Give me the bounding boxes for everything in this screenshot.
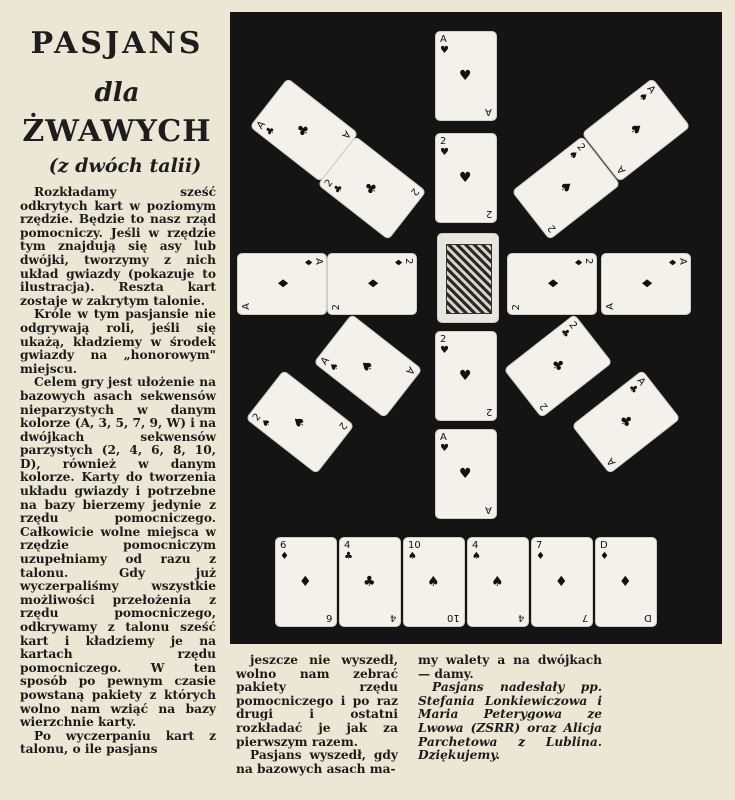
row-card [596, 538, 656, 626]
card-rank: A [605, 303, 616, 310]
card-suit: ♦ [600, 551, 609, 562]
card-suit: ♣ [625, 382, 640, 397]
row-card [468, 538, 528, 626]
card-suit: ♦ [572, 258, 583, 267]
card-suit: ♠ [259, 416, 274, 431]
card-rank: 4 [472, 540, 479, 551]
suit-pip: ♦ [364, 277, 380, 290]
paragraph: jeszcze nie wyszedł, wolno nam zebrać pakiety rzędu pomocniczego i po raz drugi i ostatni rozkładać je jak za pierwszym razem. [236, 653, 398, 749]
subtitle: (z dwóch talii) [48, 155, 202, 177]
suit-pip: ♣ [361, 178, 382, 199]
card-rank: 10 [447, 612, 460, 623]
suit-pip: ♥ [459, 368, 472, 384]
paragraph: Po wyczerpaniu kart z talonu, o ile pasjans [20, 728, 216, 757]
star-card [436, 332, 496, 420]
card-suit: ♥ [440, 147, 449, 158]
card-rank: 2 [537, 399, 551, 412]
card-rank: 2 [407, 185, 421, 198]
suit-pip: ♥ [459, 68, 472, 84]
suit-pip: ♣ [547, 355, 568, 376]
card-rank: D [600, 540, 608, 551]
card-rank: 4 [389, 612, 396, 623]
card-rank: 2 [322, 177, 336, 190]
suit-pip: ♦ [274, 277, 290, 290]
card-rank: 2 [440, 334, 447, 345]
card-rank: A [440, 432, 447, 443]
card-rank: 2 [583, 258, 594, 265]
article-column-3 [418, 654, 602, 763]
paragraph: Króle w tym pasjansie nie odgrywają roli, jeśli się ukażą, kładziemy w środek gwiazdy na „honorowym" miejscu. [20, 307, 216, 376]
row-card [276, 538, 336, 626]
suit-pip: ♦ [555, 574, 568, 590]
suit-pip: ♥ [459, 170, 472, 186]
card-rank: A [254, 119, 268, 132]
star-card [508, 254, 596, 314]
card-suit: ♠ [327, 360, 342, 375]
card-rank: A [605, 455, 619, 468]
card-layout-photo [230, 12, 722, 644]
card-rank: 4 [344, 540, 351, 551]
star-card [315, 315, 421, 416]
row-card [532, 538, 592, 626]
suit-pip: ♠ [555, 177, 576, 198]
star-card [436, 134, 496, 222]
star-card [505, 315, 611, 416]
card-suit: ♦ [666, 258, 677, 267]
card-rank: A [339, 127, 353, 141]
paragraph: Celem gry jest ułożenie na bazowych asach sekwensów nieparzystych w danym kolorze (A, 3, 5, 7, 9, W) i na dwójkach sekwensów parzystych (2, 4, 6, 8, 10, D), również w danym kolorze. Karty do tworzenia układu gwiazdy i potrzebne na bazy bierzemy jedynie z rzędu pomocniczego. Całkowicie wolne miejsca w rzędzie pomocniczym uzupełniamy od razu z talonu. Gdy już wyczerpaliśmy wszystkie możliwości przełożenia z rzędu pomocniczego, odkrywamy z talonu sześć kart i kładziemy je na kartach rzędu pomocniczego. W ten sposób po pewnym czasie powstaną pakiety z których wolno nam wziąć na bazy wierzchnie karty. [20, 375, 216, 730]
star-card [436, 32, 496, 120]
card-rank: 2 [485, 406, 492, 417]
suit-pip: ♦ [638, 277, 654, 290]
card-rank: A [485, 106, 492, 117]
star-card [247, 371, 353, 472]
star-card [328, 254, 416, 314]
card-rank: A [615, 163, 629, 176]
card-suit: ♠ [408, 551, 417, 562]
card-suit: ♠ [472, 551, 481, 562]
court-face [446, 244, 492, 314]
suit-pip: ♦ [299, 574, 312, 590]
row-card [340, 538, 400, 626]
title-dla: dla [94, 78, 140, 108]
card-rank: 2 [545, 221, 559, 234]
card-rank: 2 [485, 208, 492, 219]
star-card [573, 371, 679, 472]
suit-pip: ♥ [459, 466, 472, 482]
suit-pip: ♠ [357, 356, 378, 377]
card-rank: A [644, 83, 658, 96]
card-suit: ♠ [635, 90, 650, 105]
card-suit: ♦ [392, 258, 403, 267]
card-rank: 2 [403, 258, 414, 265]
card-rank: D [644, 612, 652, 623]
card-rank: A [634, 375, 648, 388]
paragraph: my walety a na dwójkach — damy. [418, 653, 602, 681]
card-rank: 4 [517, 612, 524, 623]
card-rank: 2 [566, 319, 580, 332]
suit-pip: ♣ [615, 411, 636, 432]
card-suit: ♦ [280, 551, 289, 562]
card-rank: 2 [250, 411, 264, 424]
card-rank: A [485, 504, 492, 515]
suit-pip: ♠ [625, 119, 646, 140]
card-rank: 6 [325, 612, 332, 623]
suit-pip: ♠ [427, 574, 440, 590]
card-rank: 7 [581, 612, 588, 623]
king-card [438, 234, 498, 322]
card-suit: ♣ [557, 326, 572, 341]
row-card [404, 538, 464, 626]
card-rank: 2 [511, 303, 522, 310]
title-pasjans: PASJANS [30, 26, 204, 61]
card-rank: A [403, 363, 417, 377]
paragraph: Pasjans wyszedł, gdy na bazowych asach ma- [236, 748, 398, 776]
card-suit: ♣ [344, 551, 353, 562]
card-rank: A [241, 303, 252, 310]
card-rank: 2 [440, 136, 447, 147]
card-rank: A [318, 355, 332, 368]
article-column-2 [236, 654, 398, 776]
credit-note: Pasjans nadesłały pp. Stefania Lonkiewiczowa i Maria Peterygowa ze Lwowa (ZSRR) oraz Alicja Parchetowa z Lublina. Dziękujemy. [418, 680, 602, 763]
star-card [238, 254, 326, 314]
card-suit: ♥ [440, 45, 449, 56]
suit-pip: ♠ [289, 412, 310, 433]
card-rank: 2 [331, 303, 342, 310]
card-rank: A [440, 34, 447, 45]
star-card [436, 430, 496, 518]
card-rank: 2 [335, 419, 349, 432]
card-suit: ♥ [440, 443, 449, 454]
card-suit: ♥ [440, 345, 449, 356]
card-rank: 6 [280, 540, 287, 551]
card-suit: ♦ [536, 551, 545, 562]
star-card [602, 254, 690, 314]
card-suit: ♣ [331, 182, 346, 197]
card-rank: A [313, 258, 324, 265]
paragraph: Rozkładamy sześć odkrytych kart w poziomym rzędzie. Będzie to nasz rząd pomocniczy. Jeśli w rzędzie tym znajdują się asy lub dwójki, tworzymy z nich układ gwiazdy (pokazuje to ilustracja). Reszta kart zostaje w zakrytym talonie. [20, 185, 216, 308]
suit-pip: ♠ [491, 574, 504, 590]
card-rank: 2 [574, 141, 588, 154]
title-zwawych: ŻWAWYCH [22, 114, 212, 149]
suit-pip: ♣ [363, 574, 376, 590]
suit-pip: ♦ [544, 277, 560, 290]
card-suit: ♠ [565, 148, 580, 163]
card-suit: ♣ [263, 124, 278, 139]
card-rank: A [677, 258, 688, 265]
card-rank: 7 [536, 540, 543, 551]
article-column-1 [20, 186, 216, 757]
card-suit: ♦ [302, 258, 313, 267]
suit-pip: ♦ [619, 574, 632, 590]
suit-pip: ♣ [293, 120, 314, 141]
card-rank: 10 [408, 540, 421, 551]
